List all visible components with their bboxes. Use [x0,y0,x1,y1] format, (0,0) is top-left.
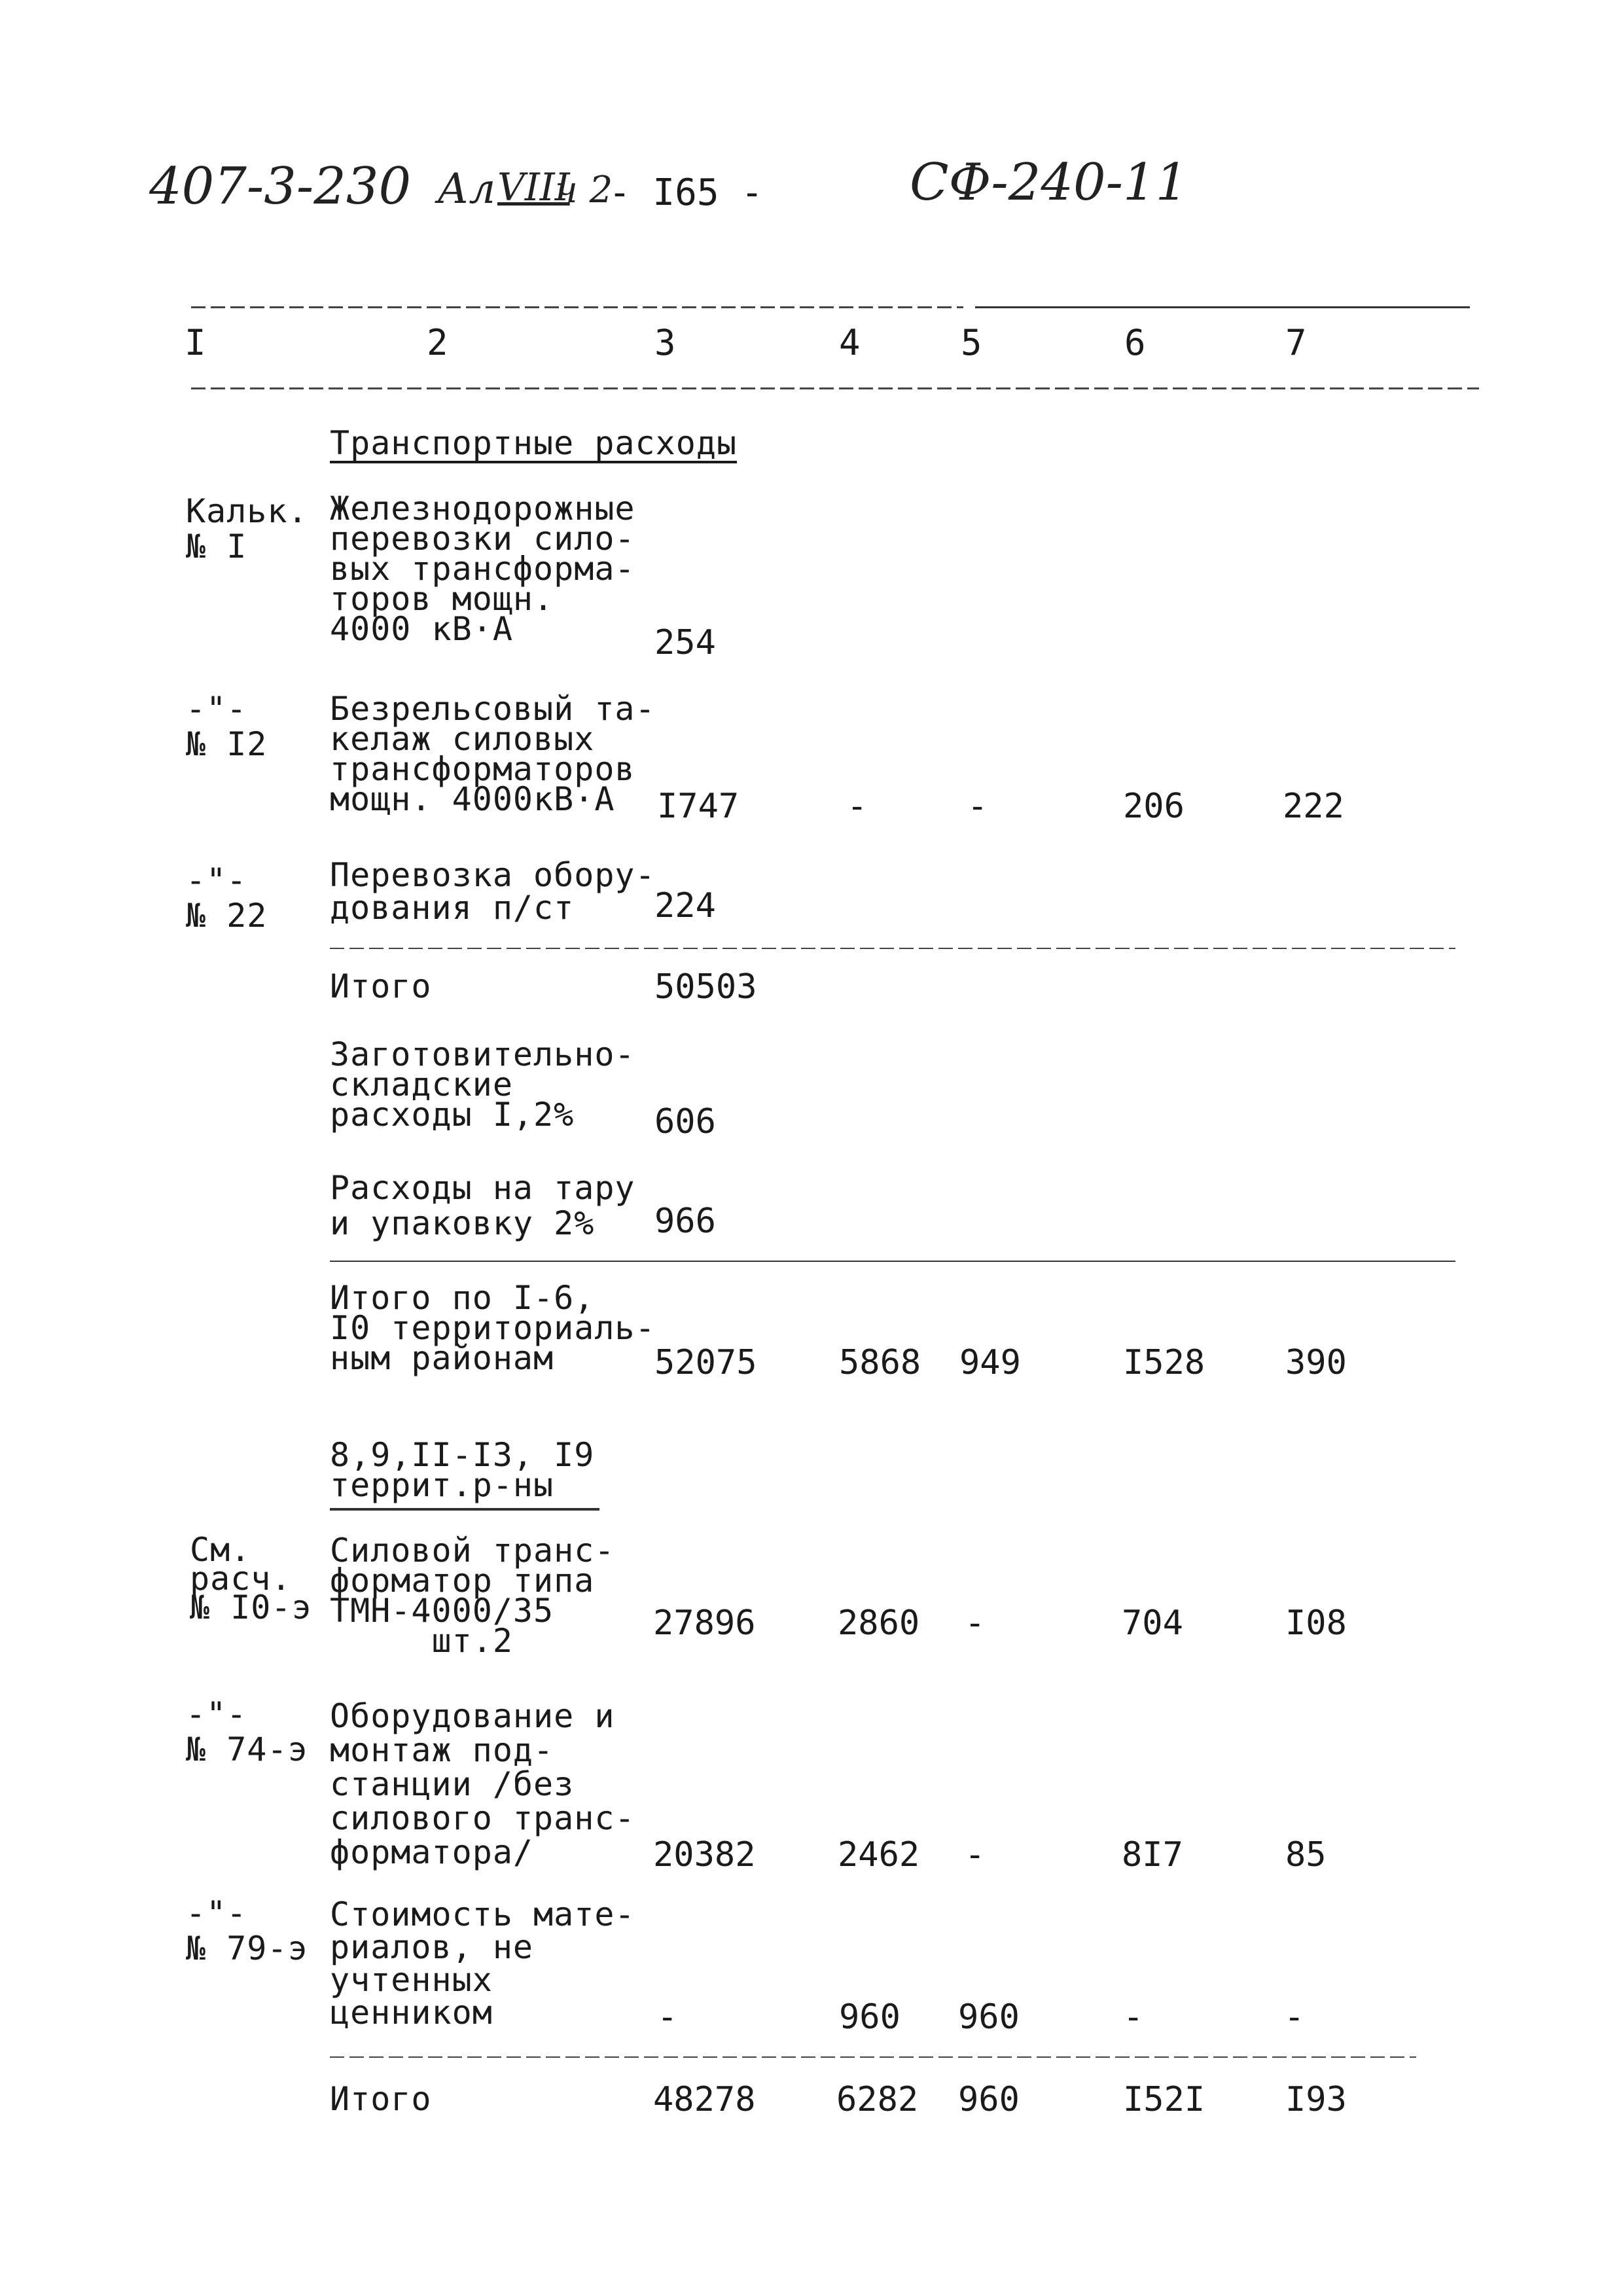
row-name: Итого [330,967,432,1005]
row-name: Стоимость мате- риалов, не учтенных ценником [330,1895,635,2032]
row-ref: См. расч. № I0-э [190,1531,312,1626]
row-col3: 20382 [653,1835,756,1874]
row-col3: 966 [654,1202,716,1241]
doc-code: 407-3-230 [149,157,412,216]
row-col5: 960 [958,1998,1020,2037]
sheet-code: СФ-240-11 [910,153,1188,212]
col-header-4: 4 [839,322,861,363]
col-header-1: I [185,322,206,363]
section-underline [330,1508,599,1511]
header-bottom-rule [191,387,1479,389]
row-col3: 606 [654,1102,716,1141]
row-col5: - [967,787,988,826]
row-name: Силовой транс- форматор типа ТМН-4000/35 шт.2 [330,1532,615,1660]
col-header-7: 7 [1285,322,1307,363]
row-col7: 85 [1285,1835,1327,1874]
col-header-2: 2 [427,322,448,363]
row-col6: I52I [1123,2080,1205,2119]
row-col6: 206 [1123,787,1185,826]
page-number: - I65 - [609,171,764,214]
row-col3: 224 [654,886,716,925]
row-ref: Кальк. № I [186,492,308,565]
header-top-rule-right [975,306,1470,308]
subtotal-rule [330,948,1455,949]
row-col3: 254 [654,623,716,662]
row-col5: - [965,1604,986,1643]
row-col7: 222 [1283,787,1344,826]
row-ref: -"- № 74-э [186,1695,308,1768]
album-label: Ал [437,165,496,213]
row-name: Итого по I-6, I0 территориаль- ным районам [330,1279,656,1377]
row-col3: I747 [657,787,740,826]
col-header-5: 5 [961,322,982,363]
row-name: Железнодорожные перевозки сило- вых трансформа- торов мощн. 4000 кВ·А [330,490,635,648]
total-rule [330,2056,1416,2058]
volume-label: VIII [497,165,570,209]
col-header-6: 6 [1124,322,1146,363]
row-col7: - [1284,1998,1305,2037]
row-col5: 949 [959,1343,1021,1382]
section-title-transport: Транспортные расходы [330,424,738,462]
row-col6: 704 [1122,1604,1183,1643]
subtotal-rule [330,1261,1455,1262]
row-name: Итого [330,2080,432,2118]
row-col3: 52075 [654,1343,757,1382]
part-label: ч 2 [555,169,613,211]
row-col6: I528 [1123,1343,1205,1382]
row-name: Перевозка обору- дования п/ст [330,856,656,927]
row-col6: 8I7 [1122,1835,1183,1874]
row-name: Заготовительно- складские расходы I,2% [330,1035,635,1134]
row-col4: 2860 [838,1604,920,1643]
header-top-rule [191,306,963,308]
row-ref: -"- № 22 [186,861,268,935]
row-col3: 48278 [653,2080,756,2119]
row-col4: 2462 [838,1835,920,1874]
row-col7: I08 [1285,1604,1347,1643]
row-col7: I93 [1285,2080,1347,2119]
row-col5: 960 [958,2080,1020,2119]
row-ref: -"- № I2 [186,690,268,763]
row-col3: - [657,1998,678,2037]
row-col4: 5868 [839,1343,921,1382]
row-col7: 390 [1285,1343,1347,1382]
row-col3: 27896 [653,1604,756,1643]
row-col4: 960 [839,1998,901,2037]
row-ref: -"- № 79-э [186,1894,308,1967]
section-title-regions: 8,9,II-I3, I9 террит.р-ны [330,1436,595,1504]
row-col4: 6282 [836,2080,919,2119]
row-name: Безрельсовый та- келаж силовых трансформаторов мощн. 4000кВ·А [330,690,656,818]
row-col5: - [965,1835,986,1874]
row-col6: - [1123,1998,1144,2037]
row-name: Расходы на тару и упаковку 2% [330,1169,635,1242]
row-name: Оборудование и монтаж под- станции /без силового транс- форматора/ [330,1697,635,1871]
col-header-3: 3 [654,322,676,363]
row-col4: - [847,787,868,826]
row-col3: 50503 [654,967,757,1007]
